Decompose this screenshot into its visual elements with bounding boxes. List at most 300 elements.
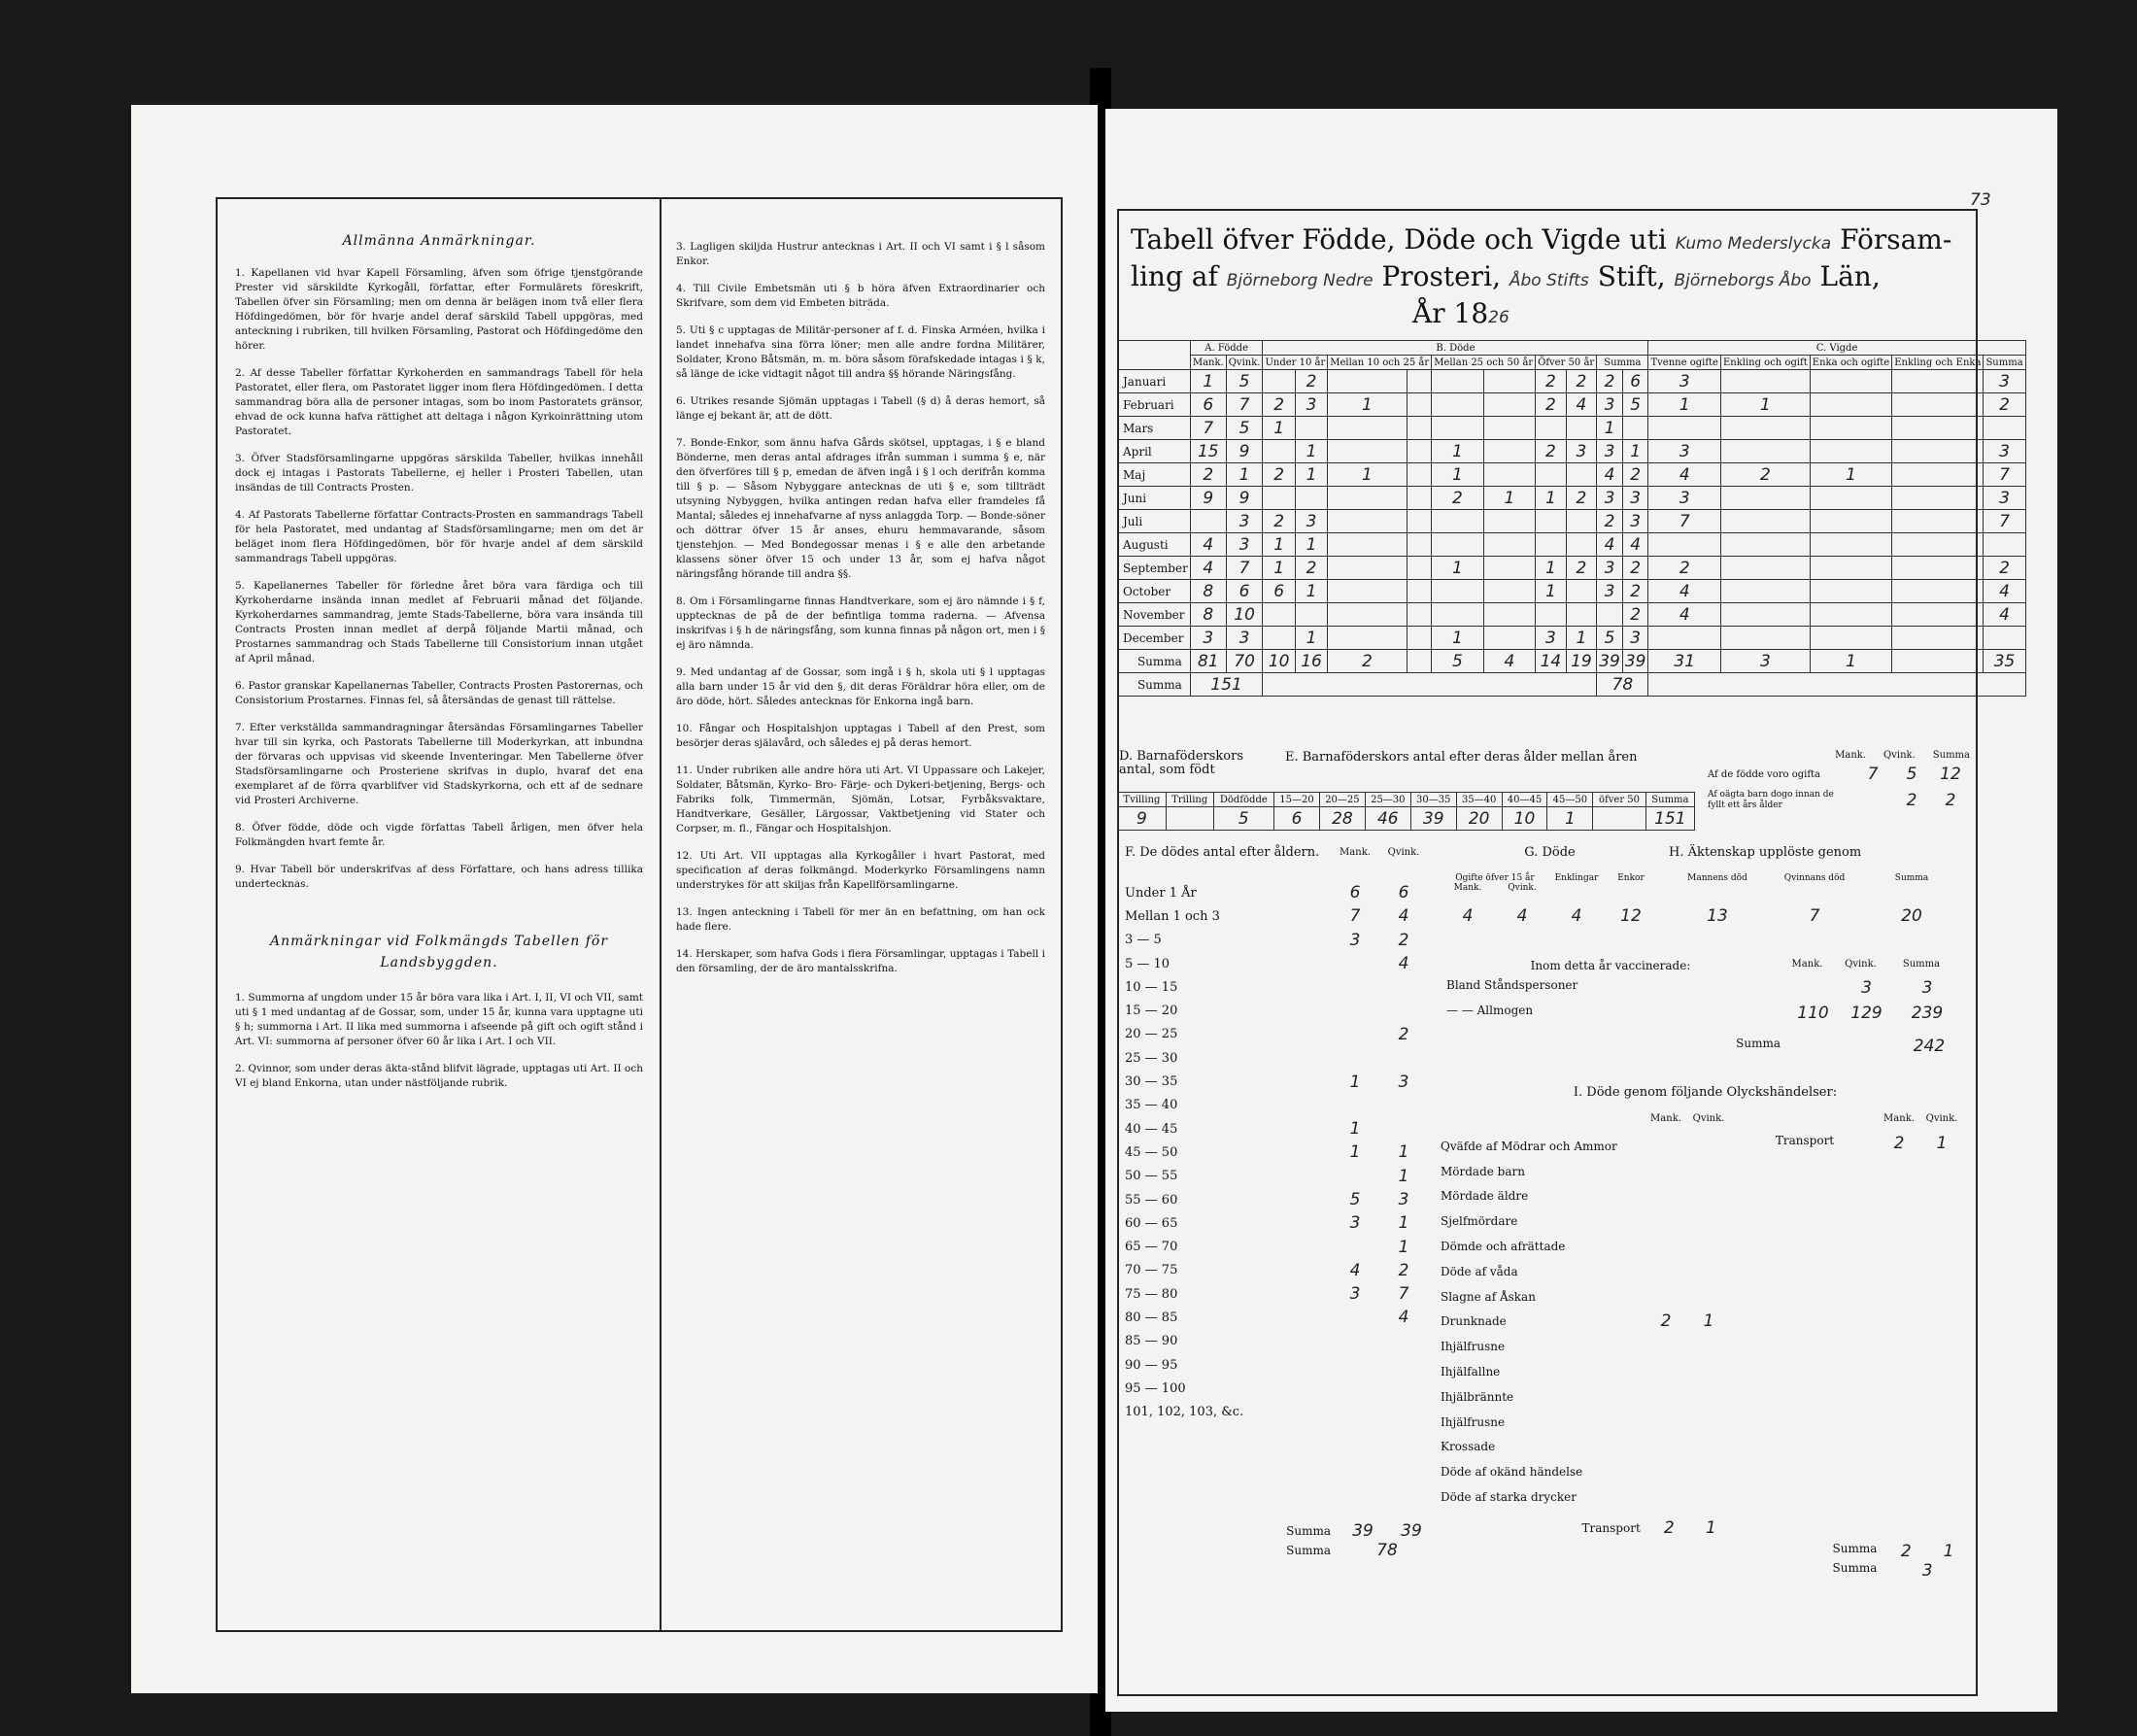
ledger-cell: 2 <box>1622 580 1648 603</box>
age-mank: 5 <box>1349 1190 1361 1209</box>
summa-total-births: 151 <box>1190 673 1263 697</box>
summa-cell: 19 <box>1566 650 1597 673</box>
ledger-cell: 2 <box>1566 487 1597 510</box>
h-value-qvinnans: 7 <box>1809 906 1820 926</box>
section-h-title: H. Äktenskap upplöste genom <box>1669 845 1862 860</box>
section-e <box>1285 750 1674 765</box>
ledger-cell <box>1810 603 1891 627</box>
ledger-cell: 3 <box>1566 440 1597 463</box>
month-label: Februari <box>1117 393 1190 417</box>
vacc-summa-q <box>1842 1037 1895 1056</box>
summa-cell: 35 <box>1984 650 2025 673</box>
h-mannens-header: Mannens död <box>1687 873 1747 883</box>
ledger-cell: 4 <box>1622 533 1648 557</box>
age-row <box>1125 1235 1436 1258</box>
accidents-right <box>1732 1113 1970 1581</box>
f-summa-q: 39 <box>1401 1520 1422 1541</box>
ledger-cell <box>1892 580 1984 603</box>
ledger-cell: 8 <box>1190 603 1226 627</box>
ledger-cell: 1 <box>1536 557 1567 580</box>
age-row <box>1125 1306 1436 1329</box>
age-qvink: 4 <box>1398 906 1409 927</box>
population-notes-heading: Anmärkningar vid Folkmängds Tabellen för Landsbyggden. <box>269 934 609 970</box>
col-enkling-enka: Enkling och Enka <box>1892 356 1984 370</box>
ledger-cell <box>1483 370 1535 393</box>
h-value-mannens: 13 <box>1707 906 1728 926</box>
summa-cell <box>1892 650 1984 673</box>
e-value: 1 <box>1547 807 1593 831</box>
right-page <box>1105 109 2057 1712</box>
title-part: Län, <box>1819 260 1881 292</box>
ledger-cell <box>1892 533 1984 557</box>
ledger-cell <box>1328 533 1407 557</box>
e-value: 39 <box>1410 807 1456 831</box>
title-part: ling af <box>1131 260 1218 292</box>
vacc-row1-label: Bland Ståndspersoner <box>1446 978 1578 992</box>
ledger-cell <box>1407 393 1432 417</box>
ledger-cell <box>1720 580 1810 603</box>
general-note-item: 14. Herskaper, som hafva Gods i flera Församlingar, upptagas i Tabell i den församling, der de äro mantalsskrifna. <box>676 948 1045 974</box>
ledger-cell <box>1432 370 1483 393</box>
summa-gap <box>1263 673 1597 697</box>
general-note-item: 7. Bonde-Enkor, som ännu hafva Gårds skötsel, upptagas, i § e bland Bönderne, men deras antal afdrages ifrån summan i summa § e, när den öfverföres till § p, emedan de äfven ingå i § l och derifrån komma till § p. — Såsom Nybyggare antecknas de uti § e, som tillträdt utsyning Nybyggen, hvilka antingen redan hafva eller framdeles få Mantal; således ej innehafvarne af nyss anlaggda Torp. — Bonde-söner och döttrar öfver 15 år anses, ehuru hemmavarande, såsom tjenstehjon. — Med Bondegossar menas i § e alle den arbetande klassens söner öfver 15 och under 13 år, som ej hafva något näringsfång hörande till andra §§. <box>676 437 1045 580</box>
ledger-cell <box>1483 557 1535 580</box>
ledger-cell <box>1536 510 1567 533</box>
i-transport-top-label: Transport <box>1775 1134 1835 1147</box>
ledger-cell: 1 <box>1432 627 1483 650</box>
e-header: 45—50 <box>1547 793 1593 807</box>
general-note-item: 2. Af desse Tabeller författar Kyrkoherden en sammandrags Tabell för hela Pastoratet, eller flera, om Pastoratet ligger inom flera Höfdingedömen. I detta sammandrag böra alla de personer intagas, som bo inom Pastoratets gränsor, ehvad de ock kunna hafva rättighet att deltaga i någon Kyrkoinrättning utom Pastoratet. <box>235 367 643 437</box>
summa-cell: 14 <box>1536 650 1567 673</box>
legit-summa-header: Summa <box>1932 750 1970 761</box>
ledger-cell <box>1483 510 1535 533</box>
ledger-cell <box>1328 557 1407 580</box>
age-row <box>1125 1259 1436 1282</box>
ledger-cell <box>1328 370 1407 393</box>
summa-cell: 1 <box>1810 650 1891 673</box>
ledger-cell <box>1328 580 1407 603</box>
section-i-title: I. Döde genom följande Olyckshändelser: <box>1573 1085 1838 1100</box>
age-label: 3 — 5 <box>1125 933 1162 948</box>
table-row <box>1117 417 2025 440</box>
ledger-cell <box>1566 417 1597 440</box>
vacc-row2-q: 129 <box>1850 1004 1883 1023</box>
table-row <box>1117 603 2025 627</box>
ledger-cell: 1 <box>1622 440 1648 463</box>
ledger-cell: 15 <box>1190 440 1226 463</box>
ledger-cell <box>1536 417 1567 440</box>
ledger-cell <box>1483 417 1535 440</box>
g-value-ogifte-m: 4 <box>1462 906 1474 926</box>
ledger-cell: 1 <box>1295 463 1327 487</box>
section-g <box>1441 845 1659 926</box>
ledger-cell <box>1892 440 1984 463</box>
month-label: Januari <box>1117 370 1190 393</box>
ledger-cell <box>1263 370 1295 393</box>
ledger-cell: 6 <box>1622 370 1648 393</box>
d-value <box>1166 807 1213 831</box>
ledger-cell: 1 <box>1597 417 1623 440</box>
age-label: 101, 102, 103, &c. <box>1125 1405 1244 1420</box>
ledger-cell <box>1810 627 1891 650</box>
ledger-cell <box>1810 417 1891 440</box>
ledger-cell: 3 <box>1984 370 2025 393</box>
table-row <box>1117 440 2025 463</box>
ledger-cell: 4 <box>1984 580 2025 603</box>
summa-total-label: Summa <box>1117 673 1190 697</box>
accident-row <box>1441 1259 1732 1284</box>
vacc-row1-q: 3 <box>1861 978 1872 998</box>
ledger-cell: 4 <box>1648 603 1720 627</box>
ledger-cell: 7 <box>1190 417 1226 440</box>
ledger-cell: 2 <box>1536 393 1567 417</box>
ledger-cell <box>1892 370 1984 393</box>
age-row <box>1125 881 1436 904</box>
table-row <box>1117 533 2025 557</box>
ledger-cell <box>1810 557 1891 580</box>
ledger-cell <box>1407 557 1432 580</box>
ledger-cell <box>1648 417 1720 440</box>
age-qvink: 1 <box>1398 1142 1409 1163</box>
ledger-cell <box>1328 510 1407 533</box>
section-f <box>1125 845 1436 1560</box>
month-label: Mars <box>1117 417 1190 440</box>
title-part: Prosteri, <box>1381 260 1501 292</box>
accident-label: Dömde och afrättade <box>1441 1240 1566 1254</box>
ledger-cell <box>1648 627 1720 650</box>
i-transport-label: Transport <box>1581 1520 1641 1535</box>
age-row <box>1125 975 1436 999</box>
legit-1-s: 12 <box>1940 765 1961 784</box>
summa-cell: 4 <box>1483 650 1535 673</box>
month-label: Maj <box>1117 463 1190 487</box>
ledger-cell: 2 <box>1622 463 1648 487</box>
ledger-cell: 3 <box>1597 440 1623 463</box>
summa-cell: 3 <box>1720 650 1810 673</box>
vacc-summa-label: Summa <box>1736 1037 1781 1050</box>
table-row <box>1117 487 2025 510</box>
ledger-cell <box>1720 603 1810 627</box>
ledger-cell <box>1810 487 1891 510</box>
f-total: 78 <box>1376 1540 1398 1560</box>
ledger-cell <box>1892 393 1984 417</box>
age-label: 80 — 85 <box>1125 1310 1178 1325</box>
age-qvink: 2 <box>1398 1024 1409 1044</box>
age-mank: 7 <box>1349 906 1361 927</box>
accident-label: Döde af våda <box>1441 1264 1518 1278</box>
age-mank: 3 <box>1349 1213 1361 1234</box>
ledger-cell: 4 <box>1597 463 1623 487</box>
age-mank: 4 <box>1349 1260 1361 1280</box>
age-row <box>1125 1401 1436 1424</box>
ledger-cell <box>1720 510 1810 533</box>
accident-row <box>1441 1234 1732 1259</box>
ledger-cell: 1 <box>1432 463 1483 487</box>
age-row <box>1125 904 1436 928</box>
ledger-cell: 1 <box>1536 580 1567 603</box>
age-row <box>1125 1070 1436 1093</box>
ledger-cell <box>1810 440 1891 463</box>
ledger-cell <box>1483 580 1535 603</box>
ledger-cell <box>1810 580 1891 603</box>
ledger-cell: 7 <box>1984 463 2025 487</box>
summa-cell: 10 <box>1263 650 1295 673</box>
page-number: 73 <box>1970 190 1991 210</box>
accident-row <box>1441 1159 1732 1184</box>
general-note-item: 13. Ingen anteckning i Tabell för mer än en befattning, om han ock hade flere. <box>676 906 1045 933</box>
general-note-item: 7. Efter verkställda sammandragningar återsändas Församlingarnes Tabeller hvar till sin kyrka, och Pastorats Tabellerne till Moderkyrkan, att inbundna der förvaras och uppvisas vid skeende Inventeringar. Men Tabellerne öfver Stadsförsamlingarne och Prosteriene skrifvas in duplo, hvaraf det ena exemplaret af de förra qvarblifver vid Stadskyrkorna, och ett af de sednare vid Prosteri Archiverne. <box>235 722 643 806</box>
legit-2-q: 2 <box>1906 791 1917 810</box>
ledger-cell <box>1407 510 1432 533</box>
ledger-cell: 1 <box>1810 463 1891 487</box>
ledger-cell <box>1407 580 1432 603</box>
f-summa-label: Summa <box>1286 1523 1331 1538</box>
section-d <box>1119 750 1265 777</box>
i-transport-q: 1 <box>1706 1517 1716 1538</box>
ledger-cell <box>1648 533 1720 557</box>
ledger-cell <box>1295 487 1327 510</box>
general-note-item: 9. Hvar Tabell bör underskrifvas af dess Författare, och hans adress tillika undertecknas. <box>235 864 643 890</box>
month-label: Juni <box>1117 487 1190 510</box>
ledger-cell: 3 <box>1648 487 1720 510</box>
i-qvink-header-right: Qvink. <box>1925 1113 1958 1124</box>
ledger-cell <box>1263 627 1295 650</box>
age-row <box>1125 1377 1436 1400</box>
vacc-row2-m: 110 <box>1797 1004 1829 1023</box>
col-mank: Mank. <box>1190 356 1226 370</box>
age-label: 75 — 80 <box>1125 1286 1178 1302</box>
ledger-cell <box>1566 533 1597 557</box>
left-page-frame <box>216 197 1063 1632</box>
ledger-cell <box>1892 627 1984 650</box>
e-header: 35—40 <box>1456 793 1502 807</box>
ledger-cell: 1 <box>1328 393 1407 417</box>
month-label: November <box>1117 603 1190 627</box>
general-note-item: 3. Öfver Stadsförsamlingarne uppgöras särskilda Tabeller, hvilkas innehåll dock ej intagas i Pastorats Tabellerne, ej heller i Prosteri Tabellen, utan insändas de till Contracts Prosten. <box>235 453 643 494</box>
legit-1-q: 5 <box>1906 765 1917 784</box>
ledger-cell <box>1536 533 1567 557</box>
age-label: 30 — 35 <box>1125 1074 1178 1090</box>
ledger-cell <box>1432 393 1483 417</box>
ledger-cell: 2 <box>1984 393 2025 417</box>
g-ogifte-header: Ogifte öfver 15 år <box>1455 873 1535 883</box>
section-h <box>1669 845 1970 926</box>
parish-handwritten: Kumo Mederslycka <box>1675 234 1832 254</box>
summa-row <box>1117 650 2025 673</box>
e-value <box>1593 807 1645 831</box>
ledger-cell: 2 <box>1295 370 1327 393</box>
accident-label: Ihjälfrusne <box>1441 1340 1506 1354</box>
county-handwritten: Björneborgs Åbo <box>1674 271 1812 290</box>
section-g-title: G. Döde <box>1524 845 1576 860</box>
summa-total-deaths: 78 <box>1597 673 1648 697</box>
age-label: 40 — 45 <box>1125 1121 1178 1137</box>
age-qvink: 2 <box>1398 1260 1409 1280</box>
col-mellan10-25: Mellan 10 och 25 år <box>1328 356 1432 370</box>
d-header: Trilling <box>1166 793 1213 807</box>
section-e-title: E. Barnaföderskors antal efter deras ålder mellan åren <box>1285 750 1638 765</box>
age-label: 5 — 10 <box>1125 956 1170 971</box>
general-notes-heading: Allmänna Anmärkningar. <box>342 233 536 249</box>
table-row <box>1117 393 2025 417</box>
col-mellan25-50: Mellan 25 och 50 år <box>1432 356 1536 370</box>
ledger-cell: 3 <box>1597 393 1623 417</box>
ledger-cell: 3 <box>1226 627 1263 650</box>
accident-row <box>1441 1459 1732 1484</box>
g-value-ogifte-q: 4 <box>1516 906 1528 926</box>
f-mank-header: Mank. <box>1340 847 1371 858</box>
f-total-label: Summa <box>1286 1543 1331 1557</box>
ledger-cell <box>1483 603 1535 627</box>
ledger-cell: 1 <box>1263 557 1295 580</box>
ledger-cell: 9 <box>1226 440 1263 463</box>
vacc-row1-s: 3 <box>1921 978 1933 998</box>
age-label: 95 — 100 <box>1125 1380 1186 1396</box>
age-row <box>1125 1330 1436 1353</box>
accident-row <box>1441 1284 1732 1310</box>
summa-cell: 81 <box>1190 650 1226 673</box>
ledger-cell: 2 <box>1984 557 2025 580</box>
legit-label-1: Af de födde voro ogifta <box>1708 768 1820 780</box>
f-qvink-header: Qvink. <box>1387 847 1420 858</box>
ledger-cell <box>1328 440 1407 463</box>
accident-row <box>1441 1435 1732 1460</box>
ledger-cell: 3 <box>1597 487 1623 510</box>
ledger-cell: 2 <box>1432 487 1483 510</box>
accident-label: Döde af okänd händelse <box>1441 1465 1583 1480</box>
accident-row <box>1441 1384 1732 1410</box>
population-notes-list <box>235 991 643 1091</box>
summa-cell: 39 <box>1597 650 1623 673</box>
ledger-cell: 1 <box>1263 533 1295 557</box>
ledger-cell: 3 <box>1984 487 2025 510</box>
age-label: 65 — 70 <box>1125 1240 1178 1255</box>
diocese-handwritten: Åbo Stifts <box>1509 271 1589 290</box>
deanery-handwritten: Björneborg Nedre <box>1226 271 1374 290</box>
ledger-cell <box>1407 533 1432 557</box>
i-transport-top-m: 2 <box>1893 1134 1905 1153</box>
e-header: Summa <box>1645 793 1694 807</box>
month-label: Augusti <box>1117 533 1190 557</box>
ledger-cell <box>1566 603 1597 627</box>
accident-label: Döde af starka drycker <box>1441 1490 1577 1505</box>
ledger-cell <box>1720 557 1810 580</box>
ledger-cell: 7 <box>1226 393 1263 417</box>
ledger-cell <box>1720 487 1810 510</box>
ledger-cell <box>1720 440 1810 463</box>
ledger-cell: 3 <box>1226 510 1263 533</box>
right-column <box>676 240 1045 989</box>
e-header: 20—25 <box>1319 793 1365 807</box>
age-row <box>1125 1211 1436 1235</box>
general-notes-list-continued <box>676 240 1045 976</box>
ledger-cell: 1 <box>1295 440 1327 463</box>
corner-cell <box>1117 341 1190 370</box>
ledger-cell <box>1328 487 1407 510</box>
accident-row <box>1441 1134 1732 1159</box>
ledger-cell <box>1407 463 1432 487</box>
ledger-cell: 6 <box>1226 580 1263 603</box>
ledger-cell: 9 <box>1226 487 1263 510</box>
ledger-cell: 3 <box>1622 627 1648 650</box>
ledger-cell <box>1328 603 1407 627</box>
vacc-mank-header: Mank. <box>1791 959 1823 970</box>
e-header: 40—45 <box>1502 793 1547 807</box>
ledger-cell: 2 <box>1566 370 1597 393</box>
table-row <box>1117 510 2025 533</box>
i-total-label: Summa <box>1832 1561 1878 1575</box>
general-note-item: 11. Under rubriken alle andre höra uti Art. VI Uppassare och Lakejer, Soldater, Båtsmän, Kyrko- Bro- Färje- och Dykeri-betjening, Bergs- och Fabriks folk, Timmermän, Sjömän, Lotsar, Fyrbåksvaktare, Handtverkare, Gesäller, Lärgossar, Vaktbetjening vid Stater och Corpser, m. fl., Fängar och Hospitalshjon. <box>676 765 1045 834</box>
i-mank-header: Mank. <box>1650 1113 1681 1124</box>
age-label: 55 — 60 <box>1125 1192 1178 1208</box>
ledger-cell: 8 <box>1190 580 1226 603</box>
vacc-summa-header: Summa <box>1902 959 1941 970</box>
ledger-cell: 2 <box>1622 557 1648 580</box>
h-qvinnans-header: Qvinnans död <box>1783 873 1846 883</box>
general-note-item: 4. Af Pastorats Tabellerne författar Contracts-Prosten en sammandrags Tabell för hela Pastoratet, med undantag af Stadsförsamlingarne; men om det är beläget inom flera Höfdingedömen, bör för hvarje andel af dem särskild sammandrags Tabell uppgöras. <box>235 509 643 564</box>
ledger-cell <box>1432 603 1483 627</box>
ledger-cell: 3 <box>1226 533 1263 557</box>
ledger-cell: 2 <box>1597 510 1623 533</box>
vacc-title: Inom detta år vaccinerade: <box>1530 959 1691 972</box>
ledger-cell <box>1483 463 1535 487</box>
ledger-cell: 9 <box>1190 487 1226 510</box>
table-row <box>1117 627 2025 650</box>
d-value: 9 <box>1118 807 1167 831</box>
ledger-cell: 10 <box>1226 603 1263 627</box>
ledger-cell <box>1984 533 2025 557</box>
general-note-item: 6. Utrikes resande Sjömän upptagas i Tabell (§ d) å deras hemort, så länge ej bekant är, att de dött. <box>676 395 1045 422</box>
ledger-cell: 7 <box>1648 510 1720 533</box>
ledger-cell: 2 <box>1720 463 1810 487</box>
ledger-cell: 5 <box>1226 370 1263 393</box>
ledger-cell: 6 <box>1190 393 1226 417</box>
ledger-cell: 3 <box>1648 440 1720 463</box>
vacc-row2-label: — — Allmogen <box>1446 1004 1534 1017</box>
accident-label: Ihjälfrusne <box>1441 1414 1506 1429</box>
ledger-cell: 2 <box>1597 370 1623 393</box>
ledger-cell <box>1407 627 1432 650</box>
ledger-cell <box>1432 417 1483 440</box>
age-rows <box>1125 881 1436 1424</box>
h-value-summa: 20 <box>1901 906 1922 926</box>
age-label: 70 — 75 <box>1125 1263 1178 1278</box>
d-header: Tvilling <box>1118 793 1167 807</box>
accident-rows <box>1441 1134 1732 1510</box>
i-summa-m: 2 <box>1900 1542 1912 1561</box>
section-de-table <box>1117 792 1695 831</box>
ledger-cell: 2 <box>1263 463 1295 487</box>
ledger-cell <box>1536 603 1567 627</box>
age-label: 90 — 95 <box>1125 1357 1178 1373</box>
vacc-row1-m <box>1786 978 1840 998</box>
ledger-cell: 3 <box>1536 627 1567 650</box>
section-b-header: B. Döde <box>1263 341 1648 356</box>
ledger-cell: 3 <box>1597 557 1623 580</box>
accident-row <box>1441 1310 1732 1335</box>
accident-label: Slagne af Åskan <box>1441 1289 1536 1304</box>
col-summa-vigde: Summa <box>1984 356 2025 370</box>
summa-label: Summa <box>1117 650 1190 673</box>
d-value: 5 <box>1213 807 1273 831</box>
legit-2-s: 2 <box>1945 791 1956 810</box>
ledger-cell <box>1810 533 1891 557</box>
accident-label: Krossade <box>1441 1440 1496 1454</box>
month-label: October <box>1117 580 1190 603</box>
ledger-cell: 1 <box>1648 393 1720 417</box>
ledger-cell: 4 <box>1190 557 1226 580</box>
ledger-cell: 5 <box>1226 417 1263 440</box>
